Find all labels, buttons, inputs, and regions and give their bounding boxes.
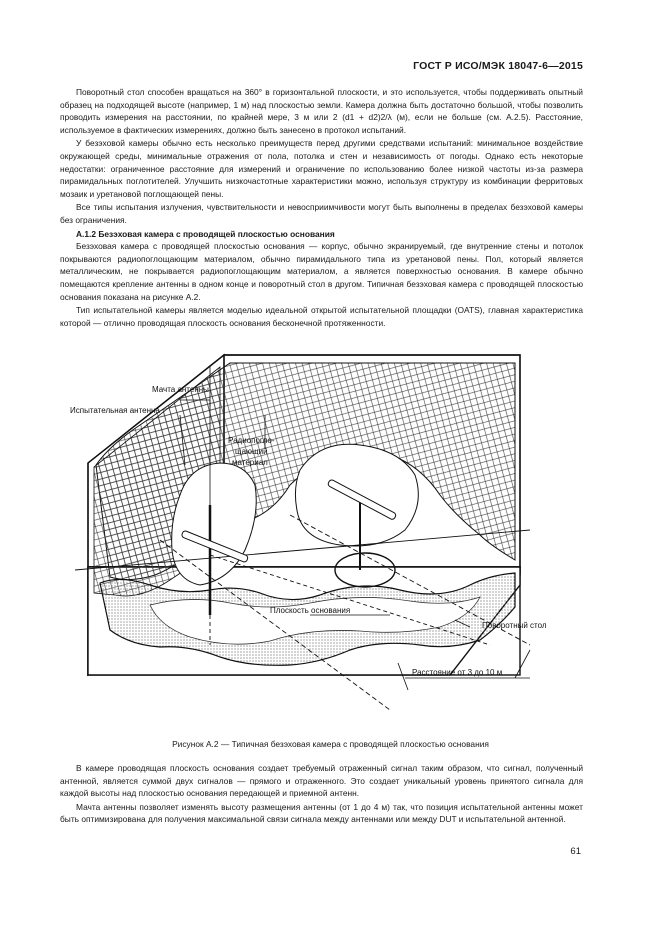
label-turntable: Поворотный стол bbox=[482, 621, 547, 630]
label-absorber-3: материал bbox=[232, 458, 268, 467]
label-mast: Мачта антенны bbox=[152, 385, 209, 394]
paragraph: У безэховой камеры обычно есть несколько преимуществ перед другими средствами испытаний: минимальное воздействие окружающей среды, минимальные отражения от пола, потолка и стен и независимость от погоды. Однако есть некоторые недостатки: ограниченное расстояние для измерений и ограничение по использованию более низкой частоты из-за размера пирамидальных поглотителей. Улучшить низкочастотные характеристики можно, используя структуру из комбинации ферритовых мозаик и уретановой поглощающей пены. bbox=[60, 138, 583, 199]
section-heading: А.1.2 Безэховая камера с проводящей плоскостью основания bbox=[76, 228, 335, 239]
figure-caption: Рисунок А.2 — Типичная безэховая камера с проводящей плоскостью основания bbox=[172, 739, 489, 749]
label-distance: Расстояние от 3 до 10 м bbox=[412, 668, 503, 677]
document-header: ГОСТ Р ИСО/МЭК 18047-6—2015 bbox=[413, 60, 583, 72]
label-absorber-1: Радиопогло- bbox=[228, 436, 275, 445]
page-number: 61 bbox=[570, 846, 581, 857]
label-test-antenna: Испытательная антенна bbox=[70, 406, 160, 415]
paragraph: Все типы испытания излучения, чувствительности и невосприимчивости могут быть выполнены в пределах безэховой камеры без ограничения. bbox=[60, 202, 583, 225]
label-ground-plane: Плоскость основания bbox=[270, 606, 351, 615]
paragraph: Поворотный стол способен вращаться на 360° в горизонтальной плоскости, и это используется, чтобы поддерживать опытный образец на подходящей высоте (например, 1 м) над плоскостью земли. Камера должна быть достаточно большой, чтобы позволить проводить измерения на расстоянии, по крайней мере, 3 м или 2 (d1 + d2)2/λ (м), если не больше (см. А.2.5). Расстояние, используемое в фактических измерениях, должно быть занесено в протокол испытаний. bbox=[60, 87, 583, 135]
body-text-top bbox=[60, 86, 583, 330]
paragraph: Мачта антенны позволяет изменять высоту размещения антенны (от 1 до 4 м) так, что позиция испытательной антенны может быть оптимизирована для получения максимальной связи сигнала между антеннами или между DUT и испытательной антенной. bbox=[60, 801, 583, 825]
right-wall-face bbox=[520, 345, 580, 355]
paragraph: Безэховая камера с проводящей плоскостью основания — корпус, обычно экранируемый, где внутренние стены и потолок покрываются радиопоглощающим материалом, обычно пирамидального типа из уретановой пены. Пол, который является металлическим, не покрывается радиопоглощающим материалом, а является поверхностью основания. В камере обычно помещаются крепление антенны в одном конце и поворотный стол в другом. Типичная безэховая камера с проводящей плоскостью основания показана на рисунке А.2. bbox=[60, 241, 583, 302]
chamber-diagram bbox=[60, 345, 580, 730]
body-text-bottom bbox=[60, 762, 583, 827]
figure-anechoic-chamber bbox=[60, 345, 580, 730]
paragraph: В камере проводящая плоскость основания создает требуемый отраженный сигнал таким образом, что сигнал, полученный антенной, является суммой двух сигналов — прямого и отраженного. Это создает уникальный уровень принятого сигнала для каждой высоты над плоскостью основания передающей и приемной антенн. bbox=[60, 763, 583, 799]
paragraph: Тип испытательной камеры является моделью идеальной открытой испытательной площадки (OATS), главная характеристика которой — отлично проводящая плоскость основания бесконечной протяженности. bbox=[60, 305, 583, 328]
label-absorber-2: щающий bbox=[235, 447, 268, 456]
